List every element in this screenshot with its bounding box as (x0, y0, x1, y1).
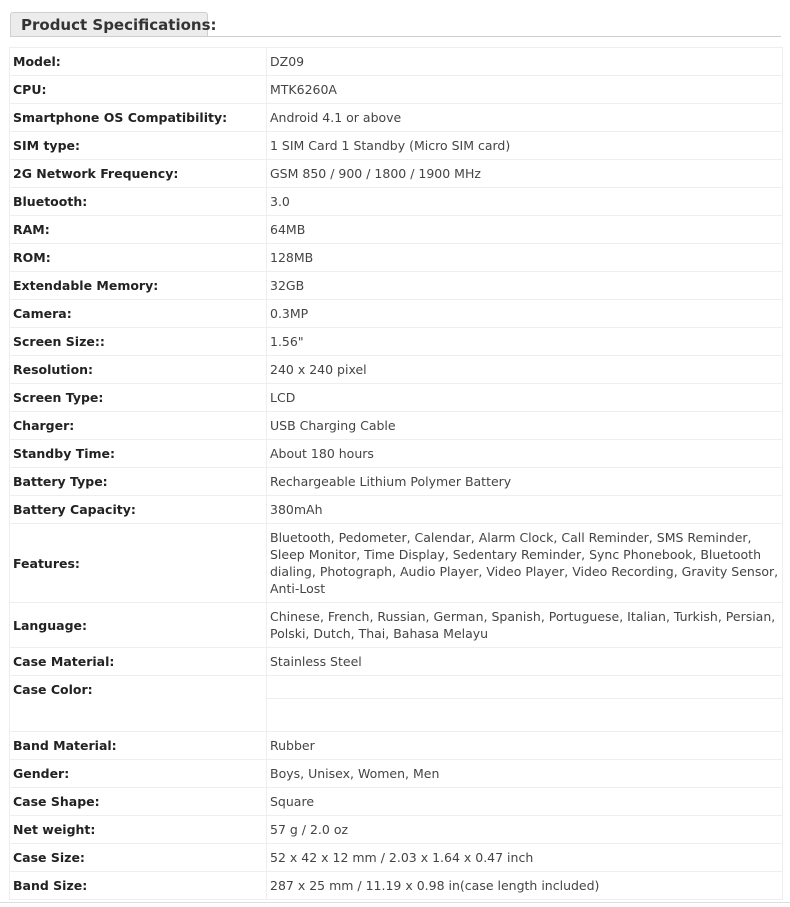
table-row (10, 496, 783, 524)
spec-value: 52 x 42 x 12 mm / 2.03 x 1.64 x 0.47 inch (267, 844, 783, 872)
spec-label: Model: (10, 48, 267, 76)
spec-value: Android 4.1 or above (267, 104, 783, 132)
table-row (10, 356, 783, 384)
spec-label: CPU: (10, 76, 267, 104)
table-row (10, 648, 783, 676)
spec-label: Extendable Memory: (10, 272, 267, 300)
spec-label: Features: (10, 524, 267, 603)
spec-label: Screen Type: (10, 384, 267, 412)
table-row (10, 468, 783, 496)
spec-label: Case Material: (10, 648, 267, 676)
spec-value: 1 SIM Card 1 Standby (Micro SIM card) (267, 132, 783, 160)
table-row (10, 816, 783, 844)
spec-value: Boys, Unisex, Women, Men (267, 760, 783, 788)
table-row (10, 760, 783, 788)
spec-value: 380mAh (267, 496, 783, 524)
spec-value: MTK6260A (267, 76, 783, 104)
empty-value-cell (267, 676, 782, 699)
spec-value: 3.0 (267, 188, 783, 216)
spec-value: GSM 850 / 900 / 1800 / 1900 MHz (267, 160, 783, 188)
spec-label: Charger: (10, 412, 267, 440)
spec-label: Gender: (10, 760, 267, 788)
spec-value: 1.56" (267, 328, 783, 356)
spec-value: 32GB (267, 272, 783, 300)
spec-tab-bar (10, 12, 781, 37)
spec-value: LCD (267, 384, 783, 412)
spec-label: Screen Size:: (10, 328, 267, 356)
spec-label: Net weight: (10, 816, 267, 844)
table-row (10, 440, 783, 468)
spec-value: Stainless Steel (267, 648, 783, 676)
spec-value: Chinese, French, Russian, German, Spanish, Portuguese, Italian, Turkish, Persian, Polski, Dutch, Thai, Bahasa Melayu (267, 603, 783, 648)
table-row (10, 76, 783, 104)
divider (0, 902, 790, 903)
table-row (10, 272, 783, 300)
spec-label: Smartphone OS Compatibility: (10, 104, 267, 132)
spec-value: About 180 hours (267, 440, 783, 468)
spec-label: Language: (10, 603, 267, 648)
table-row (10, 160, 783, 188)
spec-value: 240 x 240 pixel (267, 356, 783, 384)
tab-product-specifications[interactable]: Product Specifications: (10, 12, 208, 36)
spec-value: USB Charging Cable (267, 412, 783, 440)
table-row (10, 788, 783, 816)
spec-label: RAM: (10, 216, 267, 244)
table-row (10, 603, 783, 648)
spec-value (267, 676, 783, 732)
table-row (10, 412, 783, 440)
table-row (10, 300, 783, 328)
spec-value: 0.3MP (267, 300, 783, 328)
table-row (10, 384, 783, 412)
table-row (10, 216, 783, 244)
table-row (10, 524, 783, 603)
spec-value: Square (267, 788, 783, 816)
table-row (10, 676, 783, 732)
table-row (10, 732, 783, 760)
spec-label: ROM: (10, 244, 267, 272)
table-row (10, 48, 783, 76)
spec-label: Case Size: (10, 844, 267, 872)
spec-label: 2G Network Frequency: (10, 160, 267, 188)
spec-label: Camera: (10, 300, 267, 328)
spec-label: SIM type: (10, 132, 267, 160)
spec-value: 128MB (267, 244, 783, 272)
table-row (10, 872, 783, 900)
spec-value: Bluetooth, Pedometer, Calendar, Alarm Clock, Call Reminder, SMS Reminder, Sleep Monitor, Time Display, Sedentary Reminder, Sync Phonebook, Bluetooth dialing, Photograph, Audio Player, Video Player, Video Recording, Gravity Sensor, Anti-Lost (267, 524, 783, 603)
spec-label: Case Color: (10, 676, 267, 732)
spec-label: Battery Capacity: (10, 496, 267, 524)
spec-label: Standby Time: (10, 440, 267, 468)
table-row (10, 188, 783, 216)
table-row (10, 244, 783, 272)
spec-value: Rechargeable Lithium Polymer Battery (267, 468, 783, 496)
spec-label: Battery Type: (10, 468, 267, 496)
spec-label: Case Shape: (10, 788, 267, 816)
spec-label: Resolution: (10, 356, 267, 384)
spec-label: Bluetooth: (10, 188, 267, 216)
spec-value: 64MB (267, 216, 783, 244)
spec-value: Rubber (267, 732, 783, 760)
spec-label: Band Size: (10, 872, 267, 900)
spec-value: 57 g / 2.0 oz (267, 816, 783, 844)
spec-label: Band Material: (10, 732, 267, 760)
spec-value: DZ09 (267, 48, 783, 76)
table-row (10, 844, 783, 872)
spec-value: 287 x 25 mm / 11.19 x 0.98 in(case length included) (267, 872, 783, 900)
table-row (10, 104, 783, 132)
table-row (10, 328, 783, 356)
spec-table (9, 47, 783, 900)
table-row (10, 132, 783, 160)
